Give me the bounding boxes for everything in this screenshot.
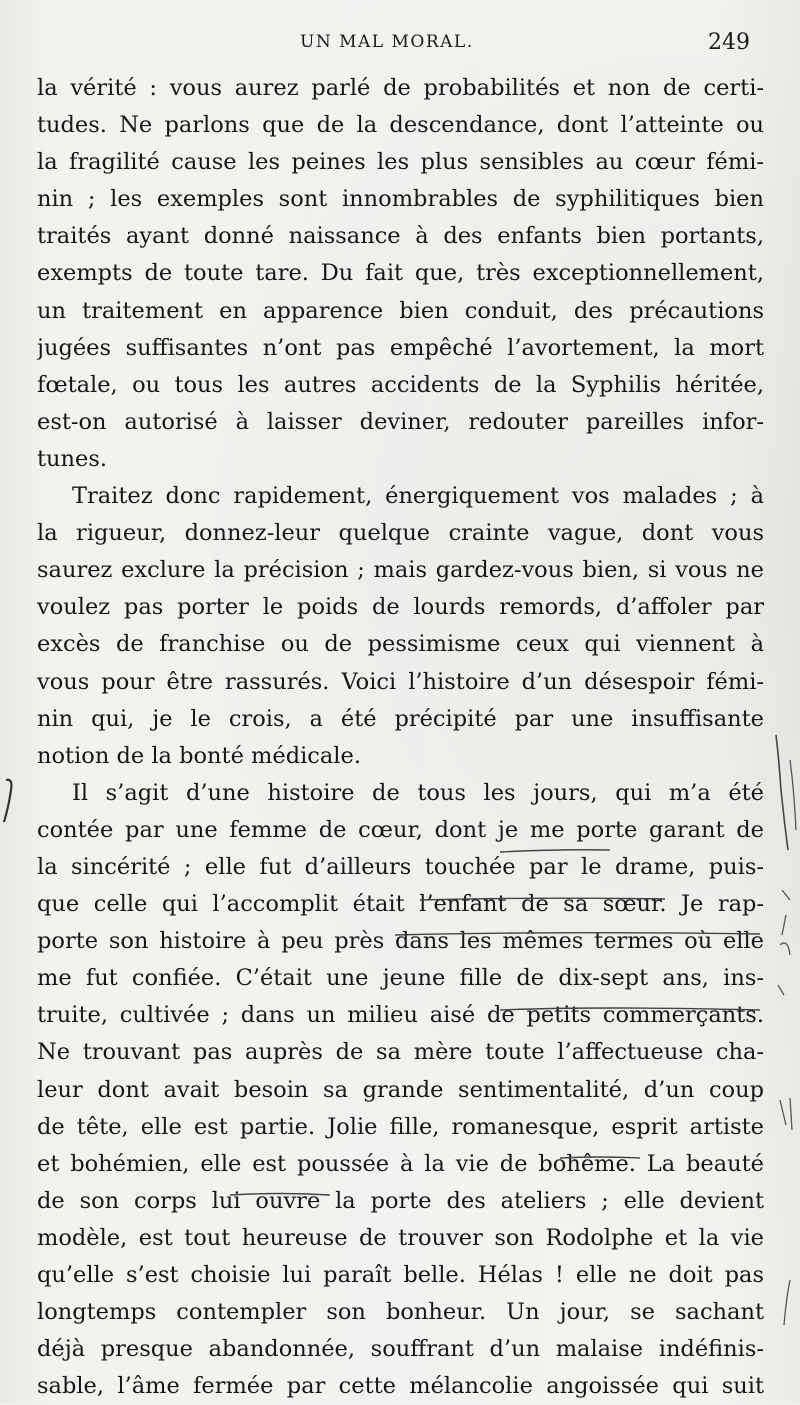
text-line: qu’elle s’est choisie lui paraît belle. Hélas ! elle ne doit pas — [37, 1262, 764, 1288]
text-line: la rigueur, donnez-leur quelque crainte vague, dont vous — [37, 520, 764, 547]
text-line: tunes. — [37, 445, 108, 472]
text-line: de son corps lui ouvre la porte des ateliers ; elle devient — [37, 1187, 764, 1214]
text-line: jugées suffisantes n’ont pas empêché l’avortement, la mort — [37, 334, 764, 361]
text-line: nin qui, je le crois, a été précipité par une insuffisante — [37, 705, 764, 732]
text-line: tudes. Ne parlons que de la descendance, dont l’atteinte ou — [37, 112, 764, 139]
text-line: me fut confiée. C’était une jeune fille de dix-sept ans, ins- — [37, 965, 764, 992]
text-line: la vérité : vous aurez parlé de probabilités et non de certi- — [37, 75, 764, 101]
text-line: porte son histoire à peu près dans les mêmes termes où elle — [37, 928, 764, 955]
text-line: modèle, est tout heureuse de trouver son Rodolphe et la vie — [37, 1224, 764, 1251]
text-line: la sincérité ; elle fut d’ailleurs touchée par le drame, puis- — [37, 853, 764, 880]
text-line: que celle qui l’accomplit était l’enfant de sa sœur. Je rap- — [37, 891, 764, 918]
text-line: un traitement en apparence bien conduit, des précautions — [37, 297, 764, 324]
margin-bracket-mark — [4, 780, 11, 822]
body-text — [37, 70, 764, 1405]
margin-pencil-line — [776, 735, 788, 850]
text-line: longtemps contempler son bonheur. Un jour, se sachant — [37, 1299, 764, 1326]
text-line: et bohémien, elle est poussée à la vie de bohême. La beauté — [37, 1150, 764, 1177]
margin-pencil-mark — [784, 1280, 790, 1325]
text-line: fœtale, ou tous les autres accidents de la Syphilis héritée, — [37, 371, 764, 398]
text-line: traités ayant donné naissance à des enfants bien portants, — [37, 223, 764, 250]
text-line: est-on autorisé à laisser deviner, redouter pareilles infor- — [37, 408, 764, 435]
text-line: Ne trouvant pas auprès de sa mère toute l’affectueuse cha- — [37, 1039, 764, 1066]
margin-pencil-line — [790, 760, 796, 830]
margin-pencil-mark — [778, 943, 790, 995]
text-line: la fragilité cause les peines les plus sensibles au cœur fémi- — [37, 149, 764, 176]
running-title: UN MAL MORAL. — [300, 32, 474, 52]
paragraph-first-line: Il s’agit d’une histoire de tous les jours, qui m’a été — [72, 779, 764, 806]
paragraph-first-line: Traitez donc rapidement, énergiquement vos malades ; à — [72, 483, 764, 510]
margin-pencil-mark — [782, 890, 790, 935]
text-line: leur dont avait besoin sa grande sentimentalité, d’un coup — [37, 1076, 764, 1103]
text-line: exempts de toute tare. Du fait que, très exceptionnellement, — [37, 260, 764, 287]
page-number: 249 — [708, 30, 750, 55]
text-line: sable, l’âme fermée par cette mélancolie angoissée qui suit — [37, 1373, 764, 1400]
text-line: truite, cultivée ; dans un milieu aisé de petits commerçants. — [37, 1002, 764, 1029]
text-line: nin ; les exemples sont innombrables de syphilitiques bien — [37, 186, 764, 213]
text-line: excès de franchise ou de pessimisme ceux qui viennent à — [37, 631, 764, 658]
text-line: voulez pas porter le poids de lourds remords, d’affoler par — [37, 594, 764, 621]
margin-pencil-mark — [780, 1098, 792, 1130]
text-line: notion de la bonté médicale. — [37, 742, 361, 769]
text-line: déjà presque abandonnée, souffrant d’un malaise indéfinis- — [37, 1336, 764, 1363]
text-line: de tête, elle est partie. Jolie fille, romanesque, esprit artiste — [37, 1113, 764, 1140]
text-line: saurez exclure la précision ; mais gardez-vous bien, si vous ne — [37, 557, 764, 584]
text-line: contée par une femme de cœur, dont je me porte garant de — [37, 816, 764, 843]
text-line: vous pour être rassurés. Voici l’histoire d’un désespoir fémi- — [37, 668, 764, 695]
